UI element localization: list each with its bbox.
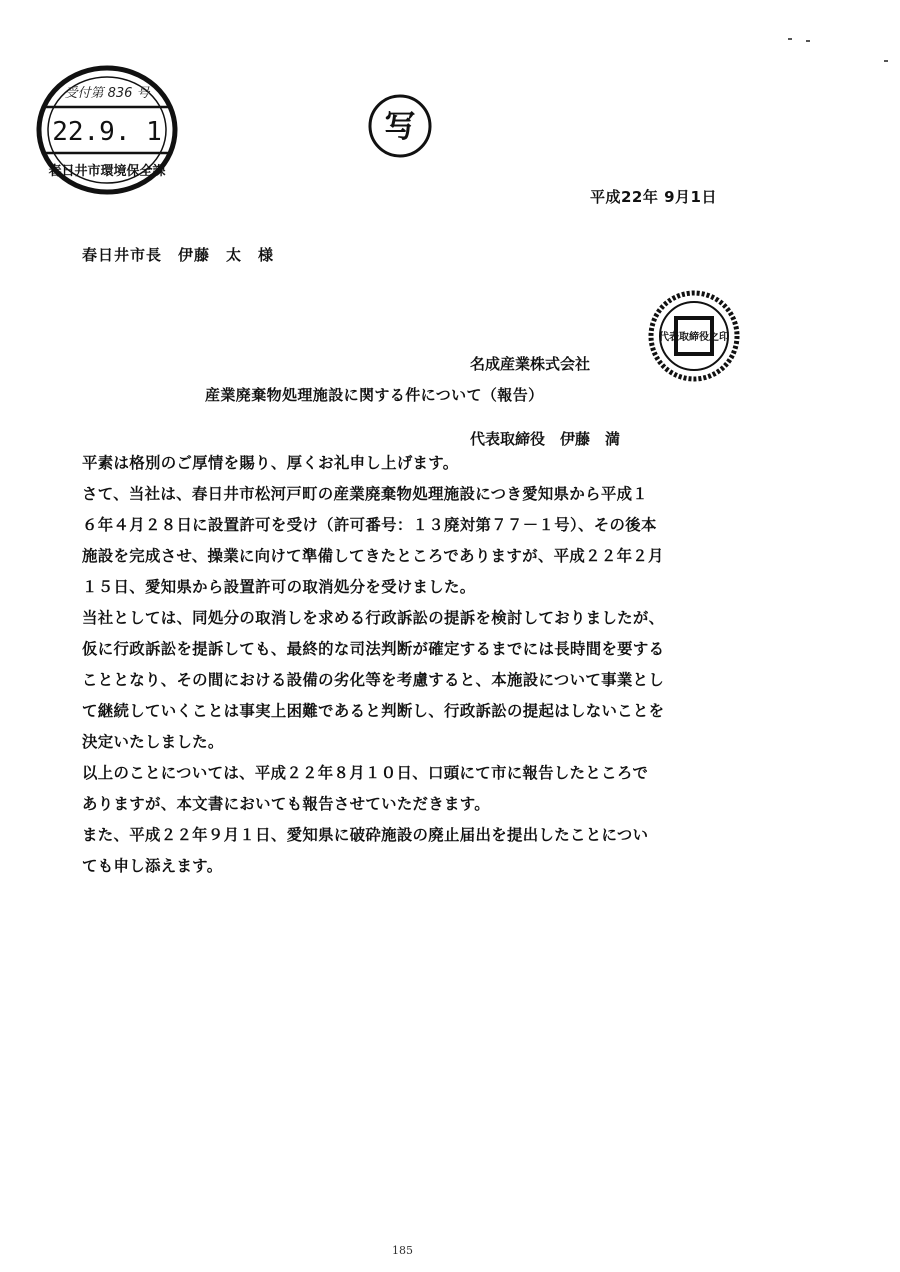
body-line: て継続していくことは事実上困難であると判断し、行政訴訟の提起はしないことを	[82, 702, 665, 720]
body-line: さて、当社は、春日井市松河戸町の産業廃棄物処理施設につき愛知県から平成１	[82, 485, 649, 503]
paragraph-report	[82, 758, 762, 820]
body-line: ても申し添えます。	[82, 857, 223, 875]
scan-speck	[806, 40, 810, 42]
body-line: １５日、愛知県から設置許可の取消処分を受けました。	[82, 578, 476, 596]
letter-date: 平成22年 9月1日	[590, 188, 717, 206]
sender-representative: 代表取締役 伊藤 満	[470, 430, 621, 448]
company-seal	[648, 290, 740, 382]
body-line: 仮に行政訴訟を提訴しても、最終的な司法判断が確定するまでには長時間を要する	[82, 640, 665, 658]
recipient: 春日井市長 伊藤 太 様	[82, 246, 275, 264]
body-line: ６年４月２８日に設置許可を受け（許可番号：１３廃対第７７－１号）、その後本	[82, 516, 657, 534]
letter-body	[82, 448, 762, 882]
paragraph-decision	[82, 603, 762, 758]
scan-speck	[788, 38, 792, 40]
scan-speck	[884, 60, 888, 62]
copy-mark-text: 写	[384, 109, 416, 145]
body-line: 決定いたしました。	[82, 733, 224, 751]
body-line: 以上のことについては、平成２２年８月１０日、口頭にて市に報告したところで	[82, 764, 649, 782]
page-number: 185	[392, 1244, 413, 1257]
paragraph-background	[82, 479, 762, 603]
company-seal-text: 代表取締役之印	[659, 332, 729, 343]
copy-mark-stamp	[366, 92, 434, 160]
body-line: ありますが、本文書においても報告させていただきます。	[82, 795, 491, 813]
paragraph-closing	[82, 820, 762, 882]
body-line: 施設を完成させ、操業に向けて準備してきたところでありますが、平成２２年２月	[82, 547, 664, 565]
paragraph-greeting	[82, 448, 762, 479]
body-line: 平素は格別のご厚情を賜り、厚くお礼申し上げます。	[82, 454, 459, 472]
receipt-stamp-top-text: 受付第 836 号	[64, 86, 150, 101]
body-line: また、平成２２年９月１日、愛知県に破砕施設の廃止届出を提出したことについ	[82, 826, 649, 844]
body-line: こととなり、その間における設備の劣化等を考慮すると、本施設について事業とし	[82, 671, 665, 689]
body-line: 当社としては、同処分の取消しを求める行政訴訟の提訴を検討しておりましたが、	[82, 609, 665, 627]
sender-company: 名成産業株式会社	[470, 355, 591, 373]
receipt-stamp-bottom-text: 春日井市環境保全課	[48, 164, 166, 179]
receipt-stamp	[32, 60, 182, 200]
subject-title: 産業廃棄物処理施設に関する件について（報告）	[205, 386, 544, 404]
receipt-stamp-date: 22.9. 1	[52, 117, 162, 147]
